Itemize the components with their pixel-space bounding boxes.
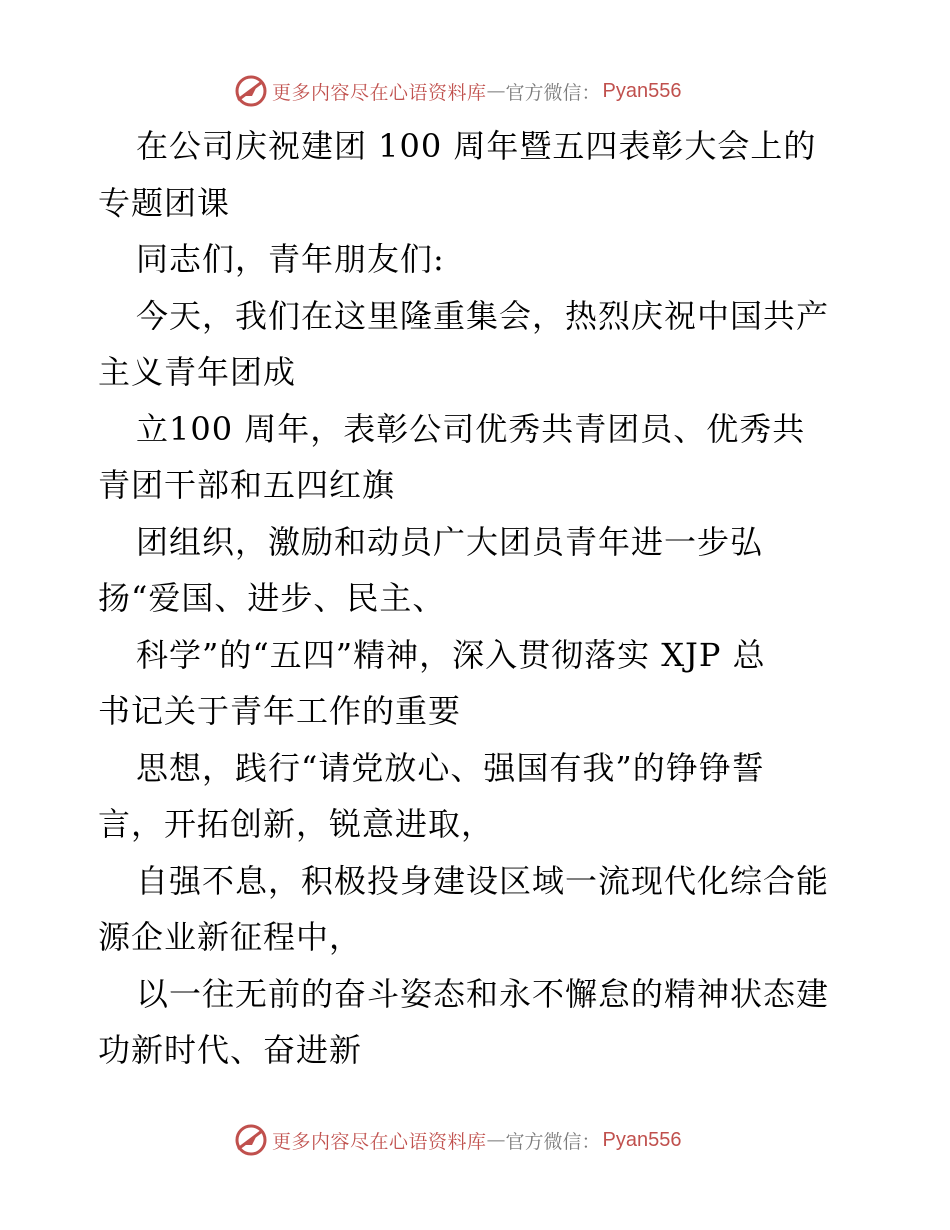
paragraph-line: 主义青年团成 <box>98 353 297 391</box>
title-line-2: 专题团课 <box>98 183 231 222</box>
paragraph-line: 功新时代、奋进新 <box>98 1031 363 1069</box>
footer-watermark <box>234 1123 682 1157</box>
watermark-label: 官方微信： <box>505 81 601 104</box>
paragraph-line: 言，开拓创新，锐意进取， <box>98 805 495 843</box>
watermark-main-text: 更多内容尽在心语资料库 <box>272 1130 487 1153</box>
pen-logo-icon <box>234 74 268 108</box>
title-line-1: 在公司庆祝建团 100 周年暨五四表彰大会上的 <box>136 127 817 165</box>
document-body <box>98 118 858 1079</box>
paragraph-line: 扬“爱国、进步、民主、 <box>98 579 446 617</box>
paragraph-line: 以一往无前的奋斗姿态和永不懈怠的精神状态建 <box>136 974 830 1013</box>
paragraph-line: 自强不息，积极投身建设区域一流现代化综合能 <box>136 861 830 900</box>
watermark-id: Pyan556 <box>602 1128 682 1151</box>
paragraph-line: 科学”的“五四”精神，深入贯彻落实 XJP 总 <box>136 635 766 674</box>
salutation: 同志们，青年朋友们: <box>136 240 445 278</box>
watermark-label: 官方微信： <box>505 1130 601 1153</box>
paragraph-line: 青团干部和五四红旗 <box>98 466 396 504</box>
paragraph-line: 今天，我们在这里隆重集会，热烈庆祝中国共产 <box>136 296 830 335</box>
watermark-separator: — <box>486 1129 506 1151</box>
watermark-main-text: 更多内容尽在心语资料库 <box>272 81 487 104</box>
paragraph-line: 源企业新征程中， <box>98 918 363 956</box>
paragraph-line: 书记关于青年工作的重要 <box>98 692 462 730</box>
watermark-separator: — <box>486 80 506 102</box>
paragraph-line: 思想，践行“请党放心、强国有我”的铮铮誓 <box>136 748 765 787</box>
paragraph-line: 立100 周年，表彰公司优秀共青团员、优秀共 <box>136 409 806 448</box>
pen-logo-icon <box>234 1123 268 1157</box>
paragraph-line: 团组织，激励和动员广大团员青年进一步弘 <box>136 522 764 561</box>
header-watermark <box>234 74 682 108</box>
watermark-id: Pyan556 <box>602 79 682 102</box>
